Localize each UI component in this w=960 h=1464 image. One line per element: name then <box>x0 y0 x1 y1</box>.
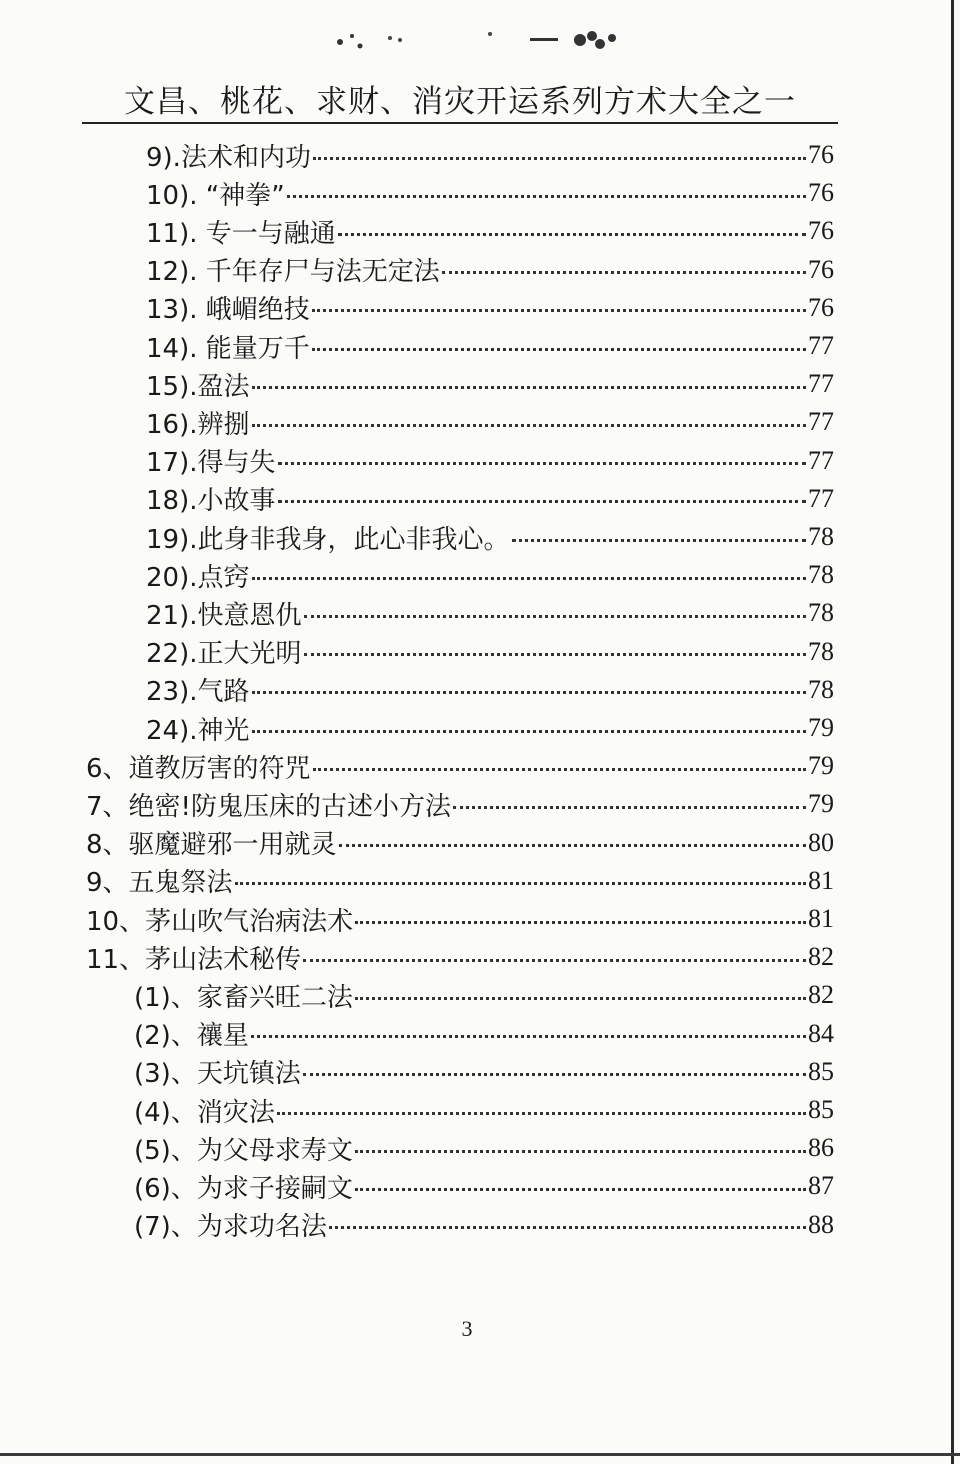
toc-entry-title: 13). 峨嵋绝技 <box>146 295 310 326</box>
toc-entry <box>146 480 834 518</box>
toc-dot-leader <box>304 615 807 618</box>
toc-entry <box>134 1129 834 1167</box>
toc-entry-page: 76 <box>808 216 834 246</box>
toc-entry-page: 77 <box>808 445 834 475</box>
toc-entry <box>146 251 834 289</box>
toc-entry <box>146 289 834 327</box>
toc-dot-leader <box>355 921 806 924</box>
toc-dot-leader <box>442 271 806 274</box>
toc-dot-leader <box>303 959 806 962</box>
toc-entry <box>134 1053 834 1091</box>
toc-entry-title: 17).得与失 <box>146 448 276 479</box>
toc-dot-leader <box>313 157 806 160</box>
toc-entry-page: 85 <box>808 1095 834 1124</box>
toc-dot-leader <box>277 1112 806 1115</box>
toc-entry-title: 20).点窍 <box>146 562 250 593</box>
toc-entry-page: 78 <box>808 674 834 704</box>
toc-entry-page: 80 <box>808 827 834 857</box>
toc-entry-title: 16).辨捌 <box>146 409 250 440</box>
toc-entry-page: 81 <box>808 904 834 933</box>
toc-entry-page: 79 <box>808 789 834 819</box>
toc-entry <box>134 1167 834 1205</box>
toc-entry-title: (2)、禳星 <box>134 1021 249 1052</box>
toc-dot-leader <box>251 1035 806 1038</box>
toc-entry-title: 6、道教厉害的符咒 <box>86 753 311 784</box>
toc-dot-leader <box>312 309 806 312</box>
toc-entry-page: 85 <box>808 1056 834 1086</box>
toc-entry <box>86 862 834 900</box>
toc-entry-page: 82 <box>808 980 834 1010</box>
toc-entry <box>146 327 834 365</box>
toc-entry <box>134 1015 834 1053</box>
toc-entry-page: 81 <box>808 865 834 895</box>
toc-entry <box>146 518 834 556</box>
toc-entry <box>146 403 834 441</box>
toc-entry-page: 79 <box>808 751 834 781</box>
toc-entry <box>146 174 834 212</box>
toc-entry <box>86 785 834 823</box>
toc-entry-title: 19).此身非我身，此心非我心。 <box>146 524 510 555</box>
toc-entry-title: 9、五鬼祭法 <box>86 868 233 899</box>
toc-entry <box>146 594 834 632</box>
toc-entry-page: 87 <box>808 1171 834 1201</box>
scan-smudge-mark <box>330 22 630 58</box>
page-number: 3 <box>461 1316 473 1341</box>
toc-entry-title: 11). 专一与融通 <box>146 218 336 249</box>
toc-dot-leader <box>453 806 806 809</box>
toc-dot-leader <box>313 768 806 771</box>
toc-entry-title: 11、茅山法术秘传 <box>86 944 302 975</box>
toc-entry-title: (4)、消灾法 <box>134 1097 275 1128</box>
toc-entry-title: 18).小故事 <box>146 486 276 517</box>
toc-dot-leader <box>339 844 806 847</box>
toc-entry-title: 8、驱魔避邪一用就灵 <box>86 830 337 861</box>
toc-entry <box>146 365 834 403</box>
toc-dot-leader <box>329 1226 806 1229</box>
toc-dot-leader <box>278 462 807 465</box>
toc-entry-title: 10、茅山吹气治病法术 <box>86 906 354 937</box>
toc-dot-leader <box>355 1150 806 1153</box>
toc-entry <box>146 709 834 747</box>
toc-dot-leader <box>252 730 807 733</box>
toc-entry-page: 77 <box>808 483 834 513</box>
toc-entry-title: 14). 能量万千 <box>146 333 310 364</box>
toc-entry <box>146 212 834 250</box>
toc-dot-leader <box>252 386 807 389</box>
toc-entry-page: 78 <box>808 598 834 628</box>
toc-entry <box>86 900 834 938</box>
toc-entry-title: 22).正大光明 <box>146 639 302 670</box>
toc-entry-page: 82 <box>808 942 834 972</box>
toc-entry <box>86 938 834 976</box>
toc-dot-leader <box>287 195 806 198</box>
toc-dot-leader <box>338 233 806 236</box>
toc-entry-title: 12). 千年存尸与法无定法 <box>146 257 440 288</box>
toc-entry-title: (7)、为求功名法 <box>134 1212 327 1243</box>
toc-entry-page: 76 <box>808 140 834 169</box>
toc-entry-page: 77 <box>808 407 834 437</box>
toc-entry <box>86 824 834 862</box>
toc-dot-leader <box>235 882 806 885</box>
toc-entry <box>146 633 834 671</box>
toc-entry-page: 86 <box>808 1133 834 1163</box>
toc-dot-leader <box>355 997 806 1000</box>
toc-entry <box>146 671 834 709</box>
toc-entry-page: 78 <box>808 636 834 666</box>
toc-entry-title: (5)、为父母求寿文 <box>134 1135 353 1166</box>
toc-entry-title: (3)、天坑镇法 <box>134 1059 301 1090</box>
toc-entry-page: 78 <box>808 560 834 590</box>
toc-entry-title: 9).法术和内功 <box>146 142 311 173</box>
toc-entry-title: (1)、家畜兴旺二法 <box>134 982 353 1013</box>
toc-dot-leader <box>304 653 807 656</box>
toc-entry-page: 88 <box>808 1209 834 1239</box>
toc-dot-leader <box>252 691 807 694</box>
toc-dot-leader <box>303 1073 806 1076</box>
toc-entry-title: 7、绝密!防鬼压床的古述小方法 <box>86 791 451 822</box>
toc-entry <box>146 556 834 594</box>
toc-entry-title: 10). “神拳” <box>146 180 285 211</box>
toc-entry-page: 76 <box>808 292 834 322</box>
toc-entry-page: 79 <box>808 713 834 742</box>
toc-entry-title: 21).快意恩仇 <box>146 600 302 631</box>
toc-dot-leader <box>252 577 807 580</box>
toc-entry <box>146 136 834 174</box>
toc-entry-title: 24).神光 <box>146 715 250 746</box>
toc-entry-page: 84 <box>808 1018 834 1048</box>
toc-dot-leader <box>512 539 807 542</box>
toc-entry-page: 77 <box>808 369 834 399</box>
header-rule <box>82 122 838 124</box>
toc-entry-page: 76 <box>808 254 834 284</box>
toc-entry <box>134 976 834 1014</box>
toc-dot-leader <box>312 348 806 351</box>
toc-entry <box>134 1091 834 1129</box>
toc-entry <box>146 442 834 480</box>
toc-entry <box>134 1206 834 1244</box>
toc-entry-title: 15).盈法 <box>146 371 250 402</box>
toc-dot-leader <box>355 1188 806 1191</box>
scan-edge-bottom <box>0 1453 960 1456</box>
page-header-title: 文昌、桃花、求财、消灾开运系列方术大全之一 <box>124 84 796 120</box>
toc-entry-page: 77 <box>808 331 834 360</box>
scan-edge-right <box>951 0 954 1464</box>
toc-entry <box>86 747 834 785</box>
toc-dot-leader <box>252 424 807 427</box>
toc-entry-title: 23).气路 <box>146 677 250 708</box>
toc-entry-page: 78 <box>808 522 834 551</box>
toc-entry-title: (6)、为求子接嗣文 <box>134 1173 353 1204</box>
toc-dot-leader <box>278 500 807 503</box>
toc-entry-page: 76 <box>808 178 834 208</box>
